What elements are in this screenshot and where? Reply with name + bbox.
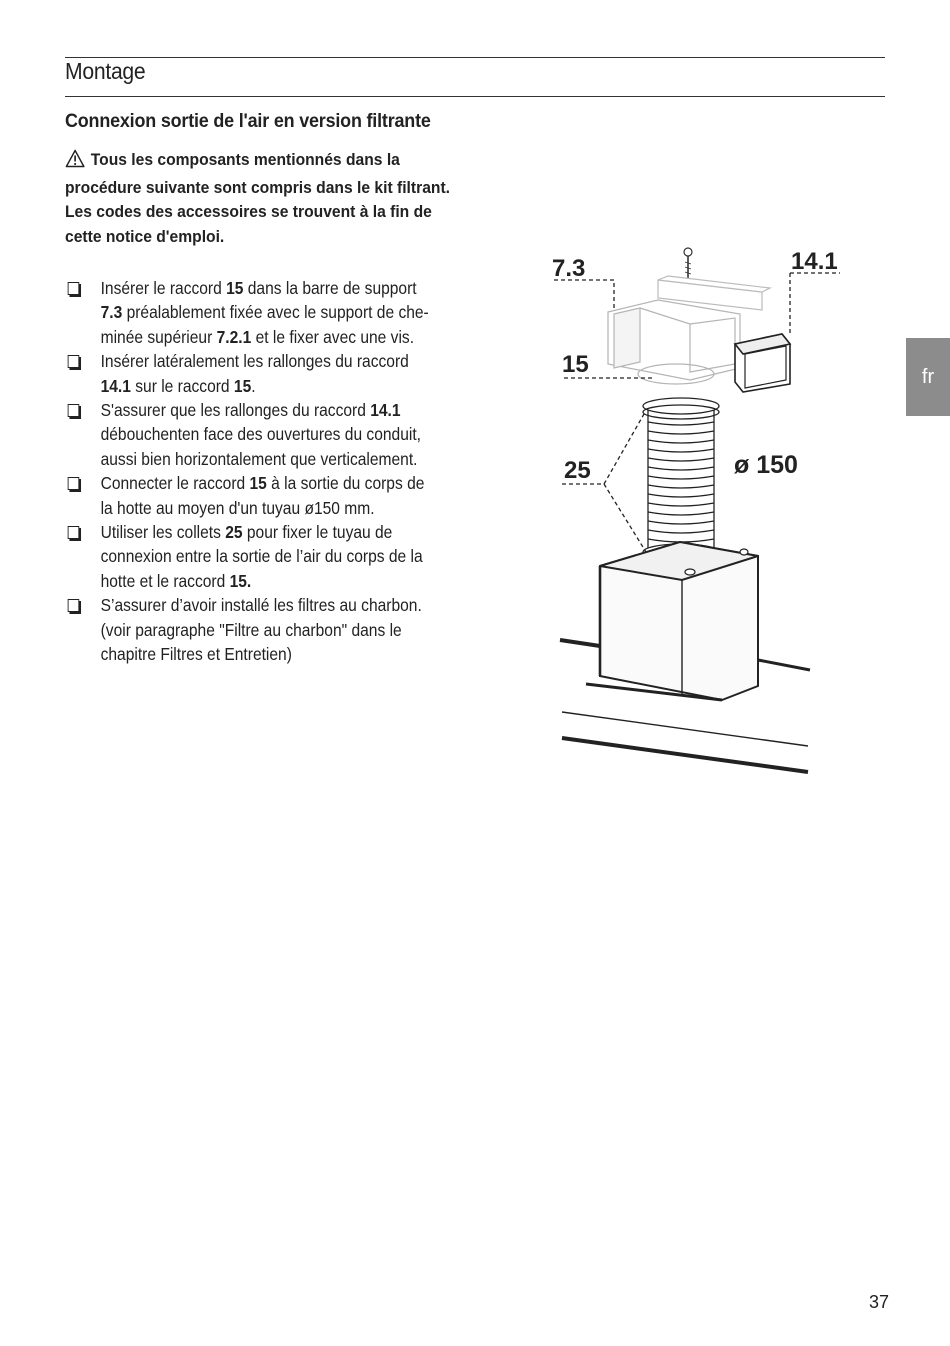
label-25: 25 — [564, 457, 591, 484]
list-item-line — [101, 471, 446, 495]
list-item — [65, 398, 446, 471]
checkbox-bullet-icon — [68, 355, 80, 368]
list-item-line — [101, 398, 446, 422]
step-text: débouchenten face des ouvertures du conduit, — [100, 424, 421, 445]
installation-diagram — [540, 240, 840, 785]
language-tab — [906, 338, 950, 416]
list-item — [65, 349, 446, 398]
page-number: 37 — [869, 1292, 890, 1312]
part-reference: 7.3 — [100, 302, 123, 323]
list-item — [65, 593, 446, 666]
checkbox-bullet-icon — [68, 404, 80, 417]
step-text: Insérer le raccord — [100, 278, 227, 298]
title-underline — [65, 96, 885, 97]
checkbox-bullet-icon — [68, 282, 80, 295]
connector-15 — [608, 300, 740, 384]
list-item-line — [101, 374, 446, 398]
section-title: Connexion sortie de l'air en version filtrante — [65, 110, 431, 132]
instruction-list — [65, 276, 446, 667]
list-item — [65, 520, 446, 593]
list-item-line — [101, 496, 446, 520]
list-item-line — [101, 276, 446, 300]
step-text: minée supérieur — [100, 326, 217, 347]
hood-body — [600, 542, 758, 700]
label-diameter: ø 150 — [734, 451, 798, 479]
list-item-line — [101, 325, 446, 349]
list-item-line — [101, 642, 446, 666]
step-text: à la sortie du corps de — [266, 473, 425, 494]
list-item-line — [101, 300, 446, 324]
step-text: connexion entre la sortie de l’air du corps de la — [100, 546, 423, 567]
part-reference: 14.1 — [370, 400, 401, 421]
step-text: sur le raccord — [130, 375, 234, 396]
part-reference: 15. — [229, 570, 252, 591]
part-reference: 15 — [249, 473, 267, 494]
step-text: Insérer latéralement les rallonges du raccord — [100, 351, 409, 372]
step-text: hotte et le raccord — [100, 570, 230, 591]
step-text: . — [251, 375, 256, 396]
list-item-line — [101, 618, 446, 642]
checkbox-bullet-icon — [68, 526, 80, 539]
language-tab-label: fr — [921, 365, 935, 388]
top-rule — [65, 57, 885, 58]
warning-triangle-icon — [65, 149, 85, 176]
step-text: Utiliser les collets — [100, 522, 226, 543]
list-item-line — [101, 593, 446, 617]
page-title: Montage — [65, 58, 146, 84]
step-text: dans la barre de support — [243, 278, 417, 298]
label-15: 15 — [562, 351, 589, 378]
step-text: la hotte au moyen d'un tuyau ø150 mm. — [100, 497, 375, 518]
extension-14-1 — [735, 334, 790, 392]
list-item-line — [101, 422, 446, 446]
step-text: S'assurer que les rallonges du raccord — [100, 400, 371, 421]
part-reference: 15 — [233, 375, 252, 396]
list-item — [65, 276, 446, 349]
step-text: pour fixer le tuyau de — [242, 522, 393, 543]
list-item-line — [101, 349, 446, 373]
step-text: préalablement fixée avec le support de che- — [122, 302, 429, 323]
step-text: (voir paragraphe "Filtre au charbon" dans le — [100, 619, 402, 640]
list-item-line — [101, 447, 446, 471]
label-7-3: 7.3 — [552, 255, 586, 282]
list-item-line — [101, 544, 446, 568]
checkbox-bullet-icon — [68, 599, 80, 612]
step-text: et le fixer avec une vis. — [251, 326, 415, 347]
flexible-pipe — [643, 398, 719, 562]
warning-text: Tous les composants mentionnés dans la procédure suivante sont compris dans le kit filtrant. Les codes des accessoires se trouvent à la fin de cette notice d'emploi. — [65, 150, 451, 246]
list-item-line — [101, 569, 446, 593]
list-item-line — [101, 520, 446, 544]
part-reference: 7.2.1 — [216, 326, 252, 347]
part-reference: 14.1 — [100, 375, 131, 396]
warning-note — [65, 148, 456, 249]
checkbox-bullet-icon — [68, 477, 80, 490]
list-item — [65, 471, 446, 520]
step-text: S’assurer d’avoir installé les filtres au charbon. — [100, 595, 422, 616]
part-reference: 15 — [226, 278, 244, 298]
step-text: Connecter le raccord — [100, 473, 250, 494]
part-reference: 25 — [225, 522, 243, 543]
step-text: chapitre Filtres et Entretien) — [100, 644, 292, 665]
step-text: aussi bien horizontalement que verticalement. — [100, 448, 418, 469]
label-14-1: 14.1 — [791, 248, 838, 275]
